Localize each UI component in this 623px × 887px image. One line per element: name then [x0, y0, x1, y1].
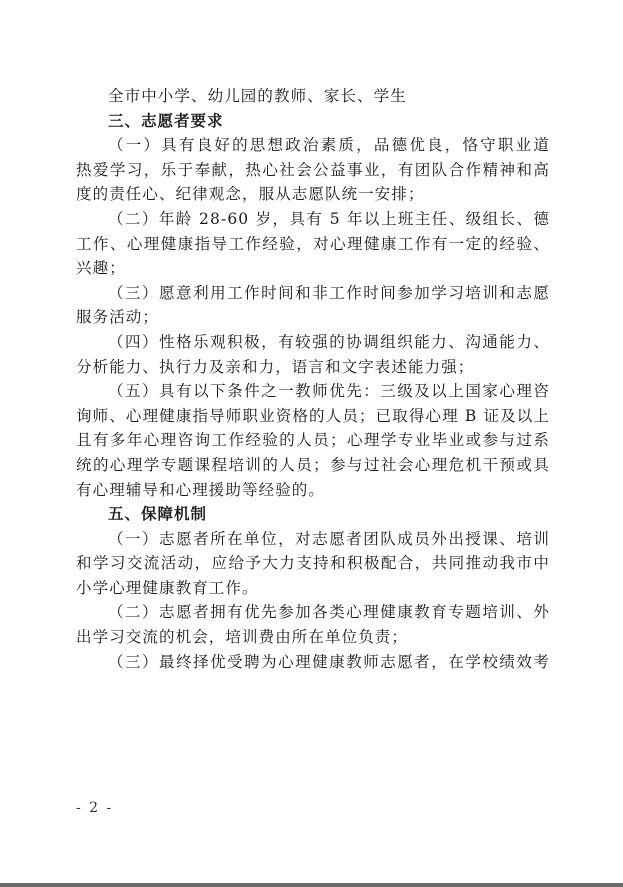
- document-body: [76, 84, 550, 674]
- section-heading: 三、志愿者要求: [108, 111, 224, 130]
- section-heading: 五、保障机制: [108, 505, 208, 524]
- scan-edge-bar: [0, 883, 623, 887]
- text-line: 小学心理健康教育工作。: [76, 578, 259, 597]
- text-line: （二）志愿者拥有优先参加各类心理健康教育专题培训、外: [108, 603, 550, 622]
- text-line: 工作、心理健康指导工作经验，对心理健康工作有一定的经验、: [76, 234, 550, 253]
- text-line: 且有多年心理咨询工作经验的人员；心理学专业毕业或参与过系: [76, 431, 550, 450]
- text-line: 询师、心理健康指导师职业资格的人员；已取得心理 B 证及以上: [76, 406, 550, 425]
- text-line: 服务活动；: [76, 308, 160, 327]
- text-line: （二）年龄 28-60 岁，具有 5 年以上班主任、级组长、德: [108, 209, 550, 228]
- text-line: （三）愿意利用工作时间和非工作时间参加学习培训和志愿: [108, 283, 550, 302]
- text-line: 热爱学习，乐于奉献，热心社会公益事业，有团队合作精神和高: [76, 160, 550, 179]
- text-line: （一）具有良好的思想政治素质，品德优良，恪守职业道: [108, 136, 550, 155]
- text-line: 出学习交流的机会，培训费由所在单位负责；: [76, 628, 409, 647]
- text-line: 分析能力、执行力及亲和力，语言和文字表述能力强；: [76, 357, 475, 376]
- text-line: 和学习交流活动，应给予大力支持和积极配合，共同推动我市中: [76, 554, 550, 573]
- text-line: （五）具有以下条件之一教师优先：三级及以上国家心理咨: [108, 382, 550, 401]
- text-line: （四）性格乐观积极，有较强的协调组织能力、沟通能力、: [108, 332, 550, 351]
- page-number: - 2 -: [76, 800, 114, 816]
- text-line: 度的责任心、纪律观念，服从志愿队统一安排；: [76, 185, 425, 204]
- text-line: 统的心理学专题课程培训的人员；参与过社会心理危机干预或具: [76, 455, 550, 474]
- text-line: （三）最终择优受聘为心理健康教师志愿者，在学校绩效考: [108, 652, 550, 671]
- text-line: 有心理辅导和心理援助等经验的。: [76, 480, 326, 499]
- text-line: 兴趣；: [76, 259, 126, 278]
- text-line: （一）志愿者所在单位，对志愿者团队成员外出授课、培训: [108, 529, 550, 548]
- text-line: 全市中小学、幼儿园的教师、家长、学生: [108, 87, 407, 105]
